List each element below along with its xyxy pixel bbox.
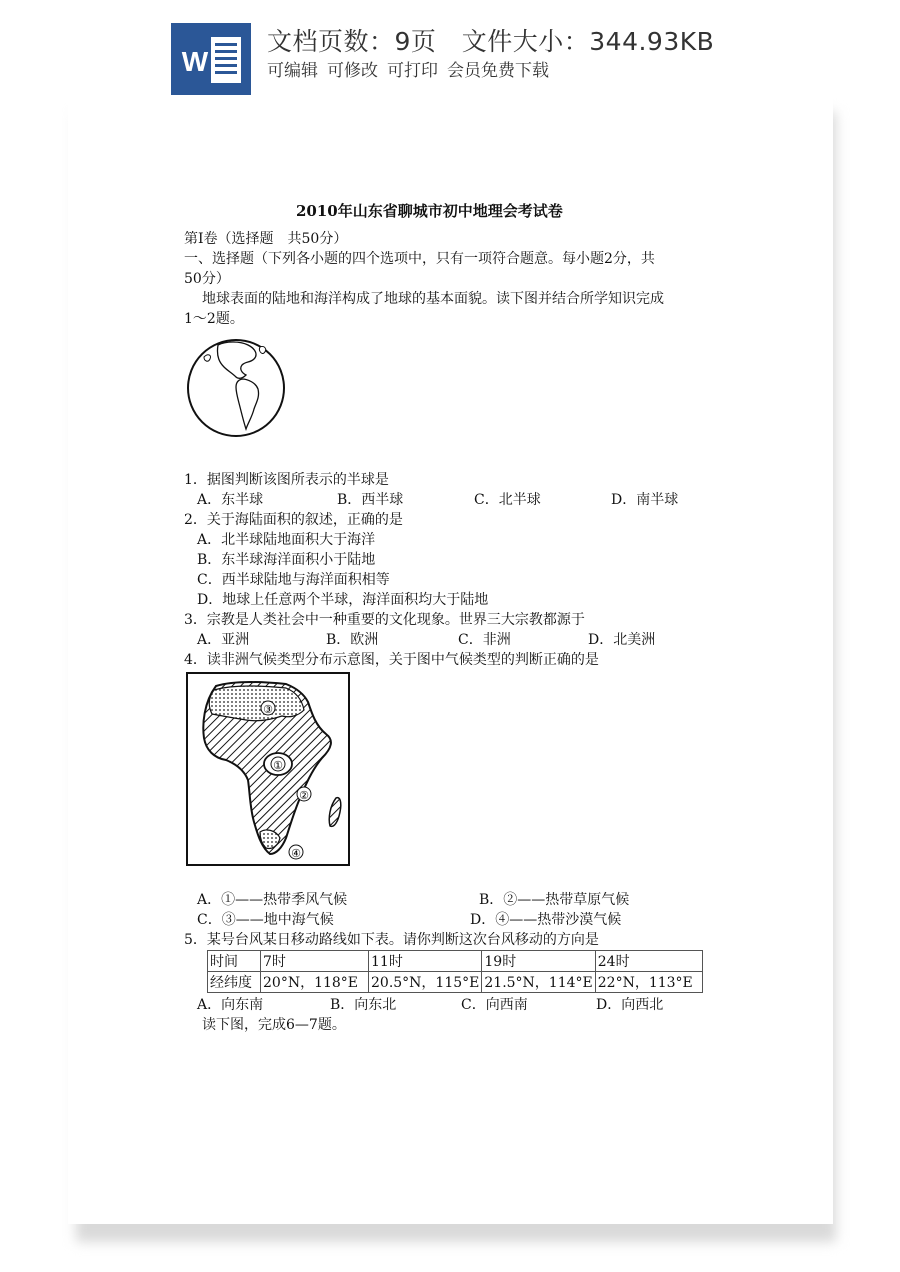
question-1-option-c: C．北半球: [474, 492, 541, 508]
intro-line-1: 地球表面的陆地和海洋构成了地球的基本面貌。读下图并结合所学知识完成: [202, 291, 664, 307]
download-header: [0, 0, 900, 100]
intro-line-2: 1～2题。: [184, 311, 244, 327]
western-hemisphere-globe: [184, 337, 288, 439]
question-5-stem: 5．某号台风某日移动路线如下表。请你判断这次台风移动的方向是: [184, 932, 599, 948]
question-1-option-d: D．南半球: [611, 492, 679, 508]
file-info: [267, 22, 714, 58]
instructions-line-2: 50分）: [184, 271, 230, 287]
question-3-option-a: A．亚洲: [197, 632, 250, 648]
question-1-stem: 1．据图判断该图所表示的半球是: [184, 472, 389, 488]
question-2-option-a: A．北半球陆地面积大于海洋: [197, 532, 376, 548]
map-label-2: ②: [299, 789, 309, 802]
table-row: [208, 972, 703, 993]
question-2-option-b: B．东半球海洋面积小于陆地: [197, 552, 376, 568]
question-2-stem: 2．关于海陆面积的叙述，正确的是: [184, 512, 403, 528]
africa-climate-map: [186, 672, 350, 866]
table-cell: 20°N，118°E: [261, 972, 369, 993]
map-label-4: ④: [291, 847, 301, 860]
question-4-option-b: B．②——热带草原气候: [479, 892, 630, 908]
document-page: [68, 97, 833, 1224]
question-3-option-b: B．欧洲: [326, 632, 379, 648]
feature-printable: 可打印: [387, 61, 438, 81]
question-1-option-b: B．西半球: [337, 492, 404, 508]
instructions-line-1: 一、选择题（下列各小题的四个选项中，只有一项符合题意。每小题2分，共: [184, 251, 655, 267]
typhoon-track-table: [207, 950, 703, 993]
table-cell: 21.5°N，114°E: [482, 972, 595, 993]
question-5-option-c: C．向西南: [461, 997, 528, 1013]
table-cell: 7时: [261, 951, 369, 972]
question-4-option-d: D．④——热带沙漠气候: [470, 912, 622, 928]
table-cell: 22°N，113°E: [595, 972, 702, 993]
svg-text:W: W: [181, 46, 209, 77]
map-label-1: ①: [273, 759, 283, 772]
question-4-option-a: A．①——热带季风气候: [197, 892, 348, 908]
question-3-option-d: D．北美洲: [588, 632, 656, 648]
table-cell: 11时: [369, 951, 482, 972]
page-count: 文档页数：9页: [267, 27, 437, 56]
question-3-stem: 3．宗教是人类社会中一种重要的文化现象。世界三大宗教都源于: [184, 612, 585, 628]
word-document-icon: [171, 23, 251, 95]
question-2-option-c: C．西半球陆地与海洋面积相等: [197, 572, 390, 588]
table-cell: 20.5°N，115°E: [369, 972, 482, 993]
question-2-option-d: D．地球上任意两个半球，海洋面积均大于陆地: [197, 592, 489, 608]
file-size: 文件大小：344.93KB: [461, 27, 715, 56]
feature-editable: 可编辑: [267, 61, 318, 81]
question-4-stem: 4．读非洲气候类型分布示意图，关于图中气候类型的判断正确的是: [184, 652, 599, 668]
question-3-option-c: C．非洲: [458, 632, 511, 648]
table-cell: 24时: [595, 951, 702, 972]
footer-instruction: 读下图，完成6—7题。: [202, 1017, 346, 1033]
question-5-option-b: B．向东北: [330, 997, 397, 1013]
question-5-option-d: D．向西北: [596, 997, 664, 1013]
question-1-option-a: A．东半球: [197, 492, 264, 508]
table-cell: 时间: [208, 951, 261, 972]
map-label-3: ③: [263, 703, 273, 716]
feature-list: [267, 56, 558, 81]
table-row: [208, 951, 703, 972]
question-4-option-c: C．③——地中海气候: [197, 912, 334, 928]
table-cell: 经纬度: [208, 972, 261, 993]
table-cell: 19时: [482, 951, 595, 972]
doc-title: 2010年山东省聊城市初中地理会考试卷: [296, 202, 563, 220]
feature-modifiable: 可修改: [327, 61, 378, 81]
section-heading: 第Ⅰ卷（选择题 共50分）: [184, 231, 348, 247]
feature-member-download: 会员免费下载: [447, 61, 549, 81]
question-5-option-a: A．向东南: [197, 997, 264, 1013]
